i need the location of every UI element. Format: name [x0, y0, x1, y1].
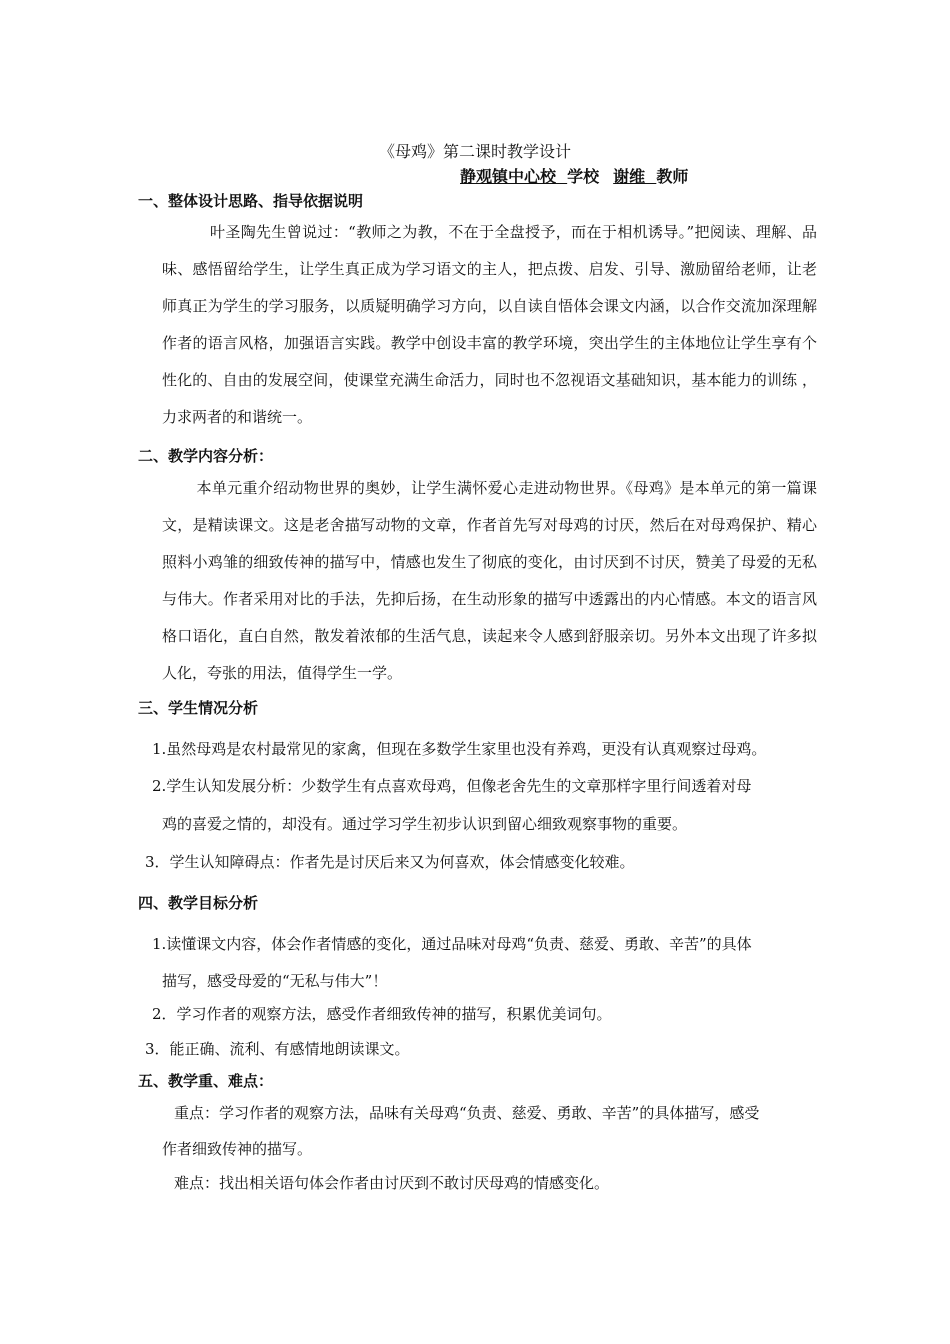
school-label: 学校 — [567, 167, 600, 186]
teacher-label: 教师 — [656, 167, 689, 186]
section-4-item-1-cont: 描写，感受母爱的“无私与伟大”！ — [162, 972, 388, 990]
teacher-name: 谢维 — [613, 167, 657, 186]
section-2-paragraph: 本单元重介绍动物世界的奥妙，让学生满怀爱心走进动物世界。《母鸡》是本单元的第一篇课文，是精读课文。这是老舍描写动物的文章，作者首先写对母鸡的讨厌，然后在对母鸡保护、精心照料小鸡雏的细致传神的描写中，情感也发生了彻底的变化，由讨厌到不讨厌，赞美了母爱的无私与伟大。作者采用对比的手法，先抑后扬，在生动形象的描写中透露出的内心情感。本文的语言风格口语化，直白自然，散发着浓郁的生活气息，读起来令人感到舒服亲切。另外本文出现了许多拟人化，夸张的用法，值得学生一学。 — [162, 479, 817, 682]
section-4-item-3: 3．能正确、流利、有感情地朗读课文。 — [145, 1040, 410, 1058]
section-5-heading: 五、教学重、难点： — [138, 1072, 274, 1090]
section-3-item-1: 1.虽然母鸡是农村最常见的家禽，但现在多数学生家里也没有养鸡，更没有认真观察过母鸡。 — [152, 740, 767, 758]
section-4-item-2: 2．学习作者的观察方法，感受作者细致传神的描写，积累优美词句。 — [152, 1005, 612, 1023]
section-1-heading: 一、整体设计思路、指导依据说明 — [138, 192, 364, 210]
doc-title: 《母鸡》第二课时教学设计 — [378, 142, 571, 161]
section-5-focus: 重点：学习作者的观察方法，品味有关母鸡“负责、慈爱、勇敢、辛苦”的具体描写，感受 — [174, 1104, 760, 1122]
section-3-item-2-cont: 鸡的喜爱之情的，却没有。通过学习学生初步认识到留心细致观察事物的重要。 — [162, 815, 688, 833]
section-4-heading: 四、教学目标分析 — [138, 894, 259, 912]
section-1-paragraph: 叶圣陶先生曾说过：“教师之为教，不在于全盘授予，而在于相机诱导。”把阅读、理解、品味、感悟留给学生，让学生真正成为学习语文的主人，把点拨、启发、引导、激励留给老师，让老师真正为学生的学习服务，以质疑明确学习方向，以自读自悟体会课文内涵，以合作交流加深理解作者的语言风格，加强语言实践。教学中创设丰富的教学环境，突出学生的主体地位让学生享有个性化的、自由的发展空间，使课堂充满生命活力，同时也不忽视语文基础知识，基本能力的训练 ，力求两者的和谐统一。 — [162, 223, 817, 426]
section-2-heading: 二、教学内容分析： — [138, 447, 274, 465]
section-5-focus-cont: 作者细致传神的描写。 — [162, 1140, 313, 1158]
author-line — [460, 164, 688, 187]
section-5-difficulty: 难点：找出相关语句体会作者由讨厌到不敢讨厌母鸡的情感变化。 — [174, 1174, 610, 1192]
school-name: 静观镇中心校 — [460, 167, 568, 186]
section-4-item-1: 1.读懂课文内容，体会作者情感的变化，通过品味对母鸡“负责、慈爱、勇敢、辛苦”的具体 — [152, 935, 752, 953]
section-3-heading: 三、学生情况分析 — [138, 699, 259, 717]
section-3-item-2: 2.学生认知发展分析：少数学生有点喜欢母鸡，但像老舍先生的文章那样字里行间透着对母 — [152, 777, 752, 795]
section-3-item-3: 3．学生认知障碍点：作者先是讨厌后来又为何喜欢，体会情感变化较难。 — [145, 853, 635, 871]
